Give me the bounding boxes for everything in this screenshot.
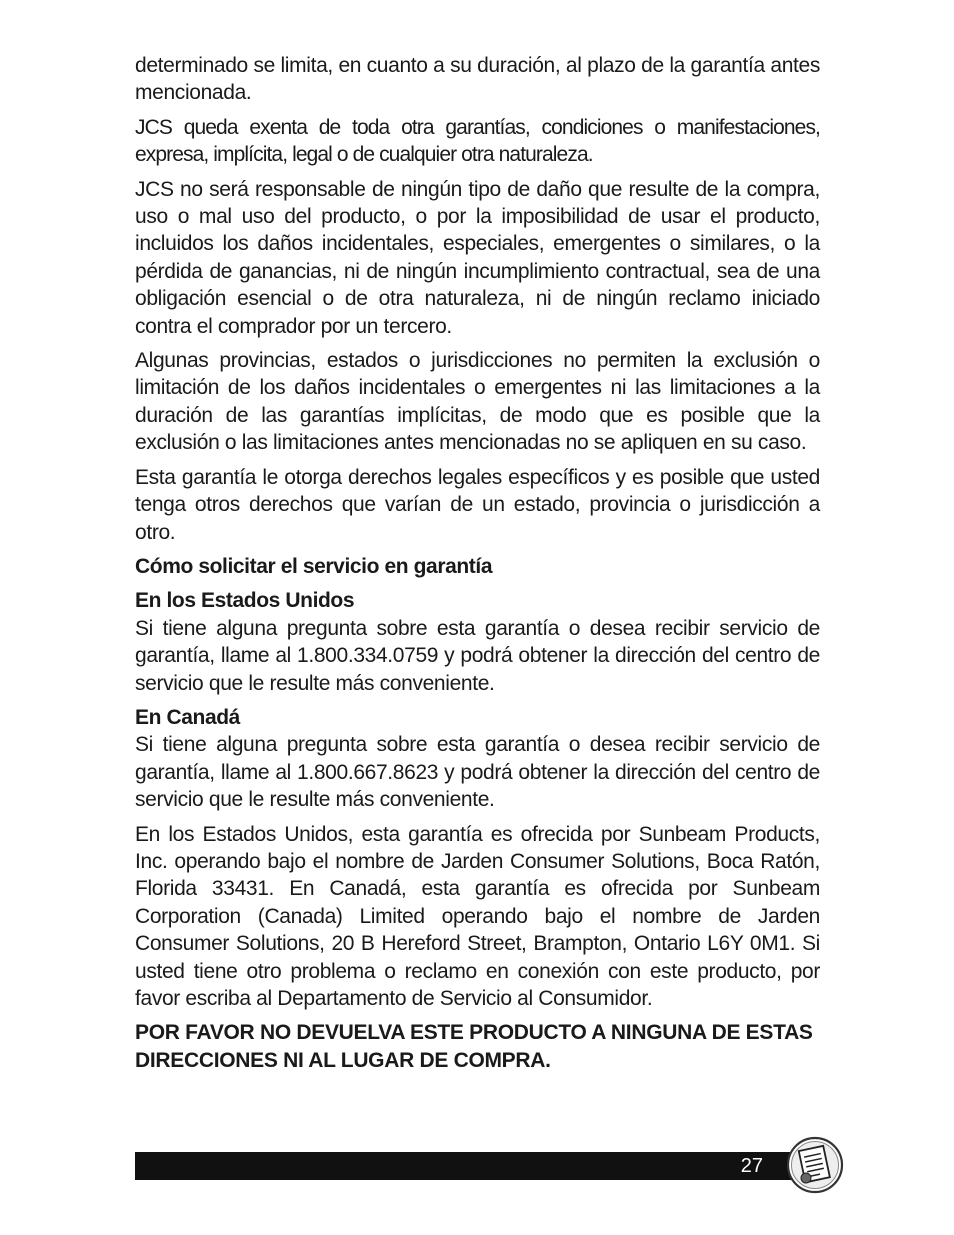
document-icon [785, 1135, 845, 1195]
paragraph-jurisdictions: Algunas provincias, estados o jurisdicciones no permiten la exclusión o limitación de los daños incidentales o emergentes ni las limitaciones a la duración de las garantías implícitas, de modo que es posible que la exclusión o las limitaciones antes mencionadas no se apliquen en su caso. [135, 349, 820, 455]
document-body [135, 52, 820, 1074]
us-service-text: Si tiene alguna pregunta sobre esta garantía o desea recibir servicio de garantía, llame al 1.800.334.0759 y podrá obtener la dirección del centro de servicio que le resulte más conveniente. [135, 616, 820, 695]
us-heading: En los Estados Unidos [135, 589, 355, 613]
service-heading: Cómo solicitar el servicio en garantía [135, 554, 493, 578]
footer-bar [135, 1152, 805, 1180]
paragraph-warranty-limit: determinado se limita, en cuanto a su duración, al plazo de la garantía antes mencionada. [135, 54, 820, 105]
warranty-offer-text: En los Estados Unidos, esta garantía es ofrecida por Sunbeam Products, Inc. operando bajo el nombre de Jarden Consumer Solutions, Boca Ratón, Florida 33431. En Canadá, esta garantía es ofrecida por Sunbeam Corporation (Canada) Limited operando bajo el nombre de Jarden Consumer Solutions, 20 B Hereford Street, Brampton, Ontario L6Y 0M1. Si usted tiene otro problema o reclamo en conexión con este producto, por favor escriba al Departamento de Servicio al Consumidor. [135, 822, 820, 1010]
canada-service-text: Si tiene alguna pregunta sobre esta garantía o desea recibir servicio de garantía, llame al 1.800.667.8623 y podrá obtener la dirección del centro de servicio que le resulte más conveniente. [135, 733, 820, 812]
paragraph-legal-rights: Esta garantía le otorga derechos legales específicos y es posible que usted tenga otros derechos que varían de un estado, provincia o jurisdicción a otro. [135, 465, 820, 544]
return-warning: POR FAVOR NO DEVUELVA ESTE PRODUCTO A NINGUNA DE ESTAS DIRECCIONES NI AL LUGAR DE COMPRA. [135, 1021, 813, 1072]
canada-heading: En Canadá [135, 705, 240, 729]
page-number: 27 [740, 1155, 763, 1177]
paragraph-exemption: JCS queda exenta de toda otra garantías, condiciones o manifestaciones, expresa, implícita, legal o de cualquier otra naturaleza. [135, 115, 820, 167]
paragraph-liability: JCS no será responsable de ningún tipo de daño que resulte de la compra, uso o mal uso del producto, o por la imposibilidad de usar el producto, incluidos los daños incidentales, especiales, emergentes o similares, o la pérdida de ganancias, ni de ningún incumplimiento contractual, sea de una obligación esencial o de otra naturaleza, ni de ningún reclamo iniciado contra el comprador por un tercero. [135, 177, 820, 338]
